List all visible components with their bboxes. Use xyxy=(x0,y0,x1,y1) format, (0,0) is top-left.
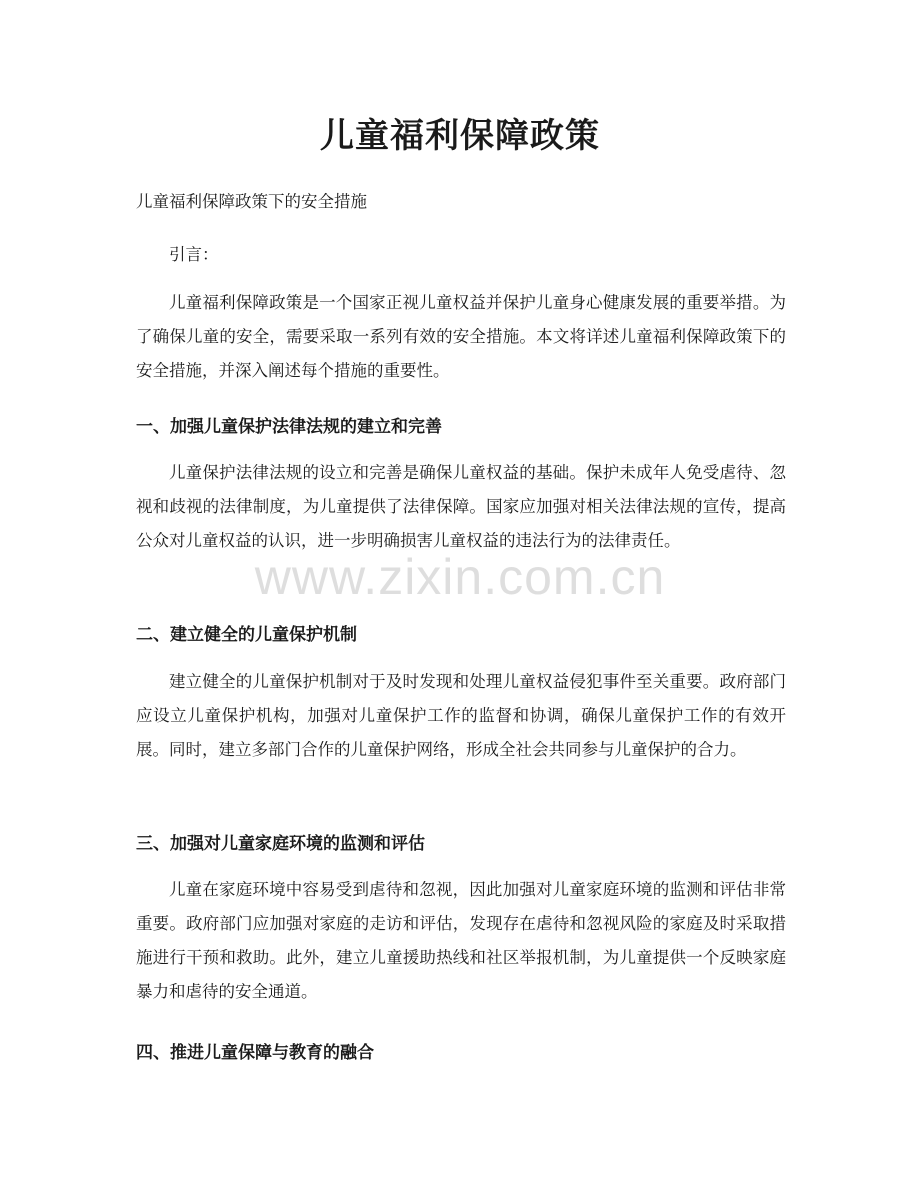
section-1-paragraph: 儿童保护法律法规的设立和完善是确保儿童权益的基础。保护未成年人免受虐待、忽视和歧视的法律制度，为儿童提供了法律保障。国家应加强对相关法律法规的宣传，提高公众对儿童权益的认识，进一步明确损害儿童权益的违法行为的法律责任。 xyxy=(136,463,786,550)
section-2-heading: 二、建立健全的儿童保护机制 xyxy=(136,625,357,645)
section-2-paragraph: 建立健全的儿童保护机制对于及时发现和处理儿童权益侵犯事件至关重要。政府部门应设立儿童保护机构，加强对儿童保护工作的监督和协调，确保儿童保护工作的有效开展。同时，建立多部门合作的儿童保护网络，形成全社会共同参与儿童保护的合力。 xyxy=(136,672,786,759)
section-1-heading: 一、加强儿童保护法律法规的建立和完善 xyxy=(136,417,442,437)
watermark: www.zixin.com.cn xyxy=(254,549,666,605)
document-subtitle: 儿童福利保障政策下的安全措施 xyxy=(136,192,367,211)
intro-paragraph: 儿童福利保障政策是一个国家正视儿童权益并保护儿童身心健康发展的重要举措。为了确保儿童的安全，需要采取一系列有效的安全措施。本文将详述儿童福利保障政策下的安全措施，并深入阐述每个措施的重要性。 xyxy=(136,293,786,380)
section-4-heading: 四、推进儿童保障与教育的融合 xyxy=(136,1043,374,1063)
section-3-heading: 三、加强对儿童家庭环境的监测和评估 xyxy=(136,834,425,854)
section-3-paragraph: 儿童在家庭环境中容易受到虐待和忽视，因此加强对儿童家庭环境的监测和评估非常重要。政府部门应加强对家庭的走访和评估，发现存在虐待和忽视风险的家庭及时采取措施进行干预和救助。此外，建立儿童援助热线和社区举报机制，为儿童提供一个反映家庭暴力和虐待的安全通道。 xyxy=(136,880,786,1001)
intro-label: 引言： xyxy=(169,245,219,264)
document-title: 儿童福利保障政策 xyxy=(320,116,600,156)
